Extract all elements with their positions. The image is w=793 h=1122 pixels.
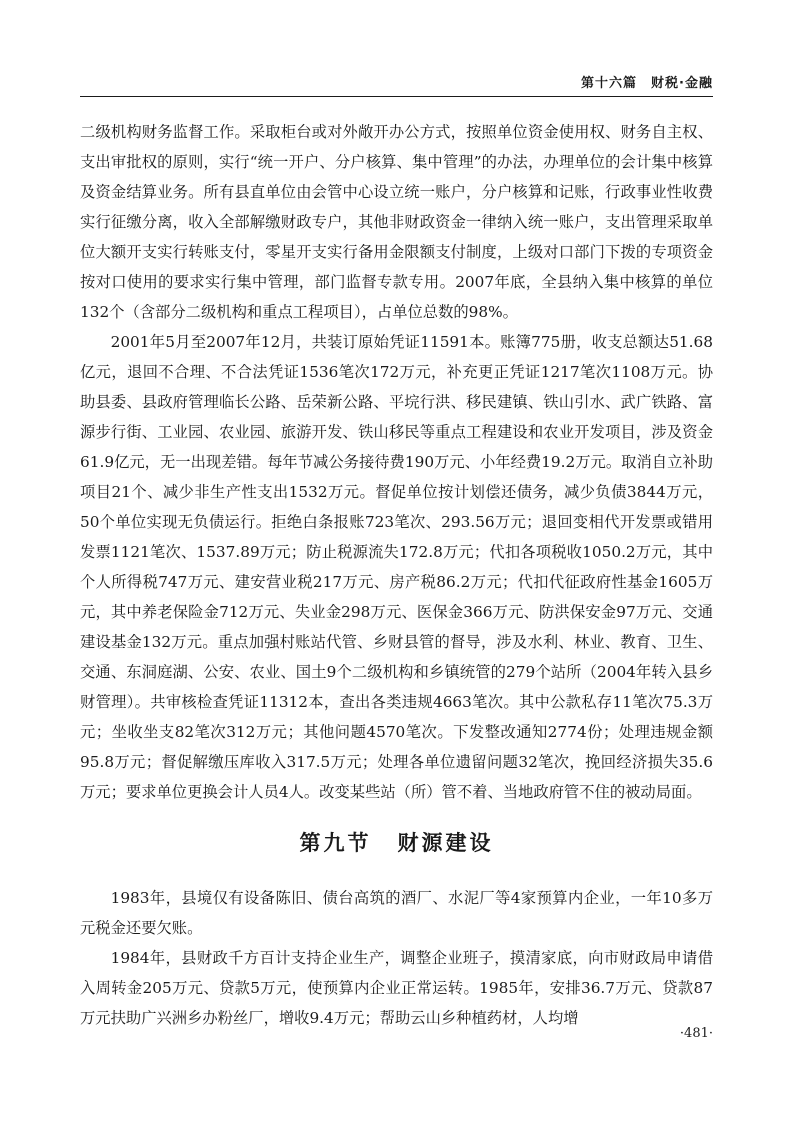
body-paragraph: 1984年，县财政千方百计支持企业生产，调整企业班子，摸清家底，向市财政局申请借入周转金205万元、贷款5万元，使预算内企业正常运转。1985年，安排36.7万元、贷款87万元扶助广兴洲乡办粉丝厂，增收9.4万元；帮助云山乡种植药材，人均增	[80, 949, 713, 1027]
section-heading	[80, 827, 713, 857]
body-paragraph: 1983年，县境仅有设备陈旧、债台高筑的酒厂、水泥厂等4家预算内企业，一年10多万元税金还要欠账。	[80, 889, 713, 937]
body-paragraph: 2001年5月至2007年12月，共装订原始凭证11591本。账簿775册，收支总额达51.68亿元，退回不合理、不合法凭证1536笔次172万元，补充更正凭证1217笔次1108万元。协助县委、县政府管理临长公路、岳荣新公路、平垸行洪、移民建镇、铁山引水、武广铁路、富源步行街、工业园、农业园、旅游开发、铁山移民等重点工程建设和农业开发项目，涉及资金61.9亿元，无一出现差错。每年节减公务接待费190万元、小年经费19.2万元。取消自立补助项目21个、减少非生产性支出1532万元。督促单位按计划偿还债务，减少负债3844万元，50个单位实现无负债运行。拒绝白条报账723笔次、293.56万元；退回变相代开发票或错用发票1121笔次、1537.89万元；防止税源流失172.8万元；代扣各项税收1050.2万元，其中个人所得税747万元、建安营业税217万元、房产税86.2万元；代扣代征政府性基金1605万元，其中养老保险金712万元、失业金298万元、医保金366万元、防洪保安金97万元、交通建设基金132万元。重点加强村账站代管、乡财县管的督导，涉及水利、林业、教育、卫生、交通、东洞庭湖、公安、农业、国土9个二级机构和乡镇统管的279个站所（2004年转入县乡财管理）。共审核检查凭证11312本，查出各类违规4663笔次。其中公款私存11笔次75.3万元；坐收坐支82笔次312万元；其他问题4570笔次。下发整改通知2774份；处理违规金额95.8万元；督促解缴压库收入317.5万元；处理各单位遗留问题32笔次，挽回经济损失35.6万元；要求单位更换会计人员4人。改变某些站（所）管不着、当地政府管不住的被动局面。	[80, 333, 713, 801]
section-number: 第九节	[299, 831, 372, 855]
running-header: 第十六篇 财税·金融	[581, 76, 713, 91]
section-title: 财源建设	[397, 831, 494, 855]
body-paragraph: 二级机构财务监督工作。采取柜台或对外敞开办公方式，按照单位资金使用权、财务自主权、支出审批权的原则，实行“统一开户、分户核算、集中管理”的办法，办理单位的会计集中核算及资金结算业务。所有县直单位由会管中心设立统一账户，分户核算和记账，行政事业性收费实行征缴分离，收入全部解缴财政专户，其他非财政资金一律纳入统一账户，支出管理采取单位大额开支实行转账支付，零星开支实行备用金限额支付制度，上级对口部门下拨的专项资金按对口使用的要求实行集中管理，部门监督专款专用。2007年底，全县纳入集中核算的单位132个（含部分二级机构和重点工程项目），占单位总数的98%。	[80, 123, 713, 321]
page-body	[80, 117, 713, 1033]
header-rule	[80, 96, 713, 97]
page-number: ·481·	[679, 1026, 713, 1041]
